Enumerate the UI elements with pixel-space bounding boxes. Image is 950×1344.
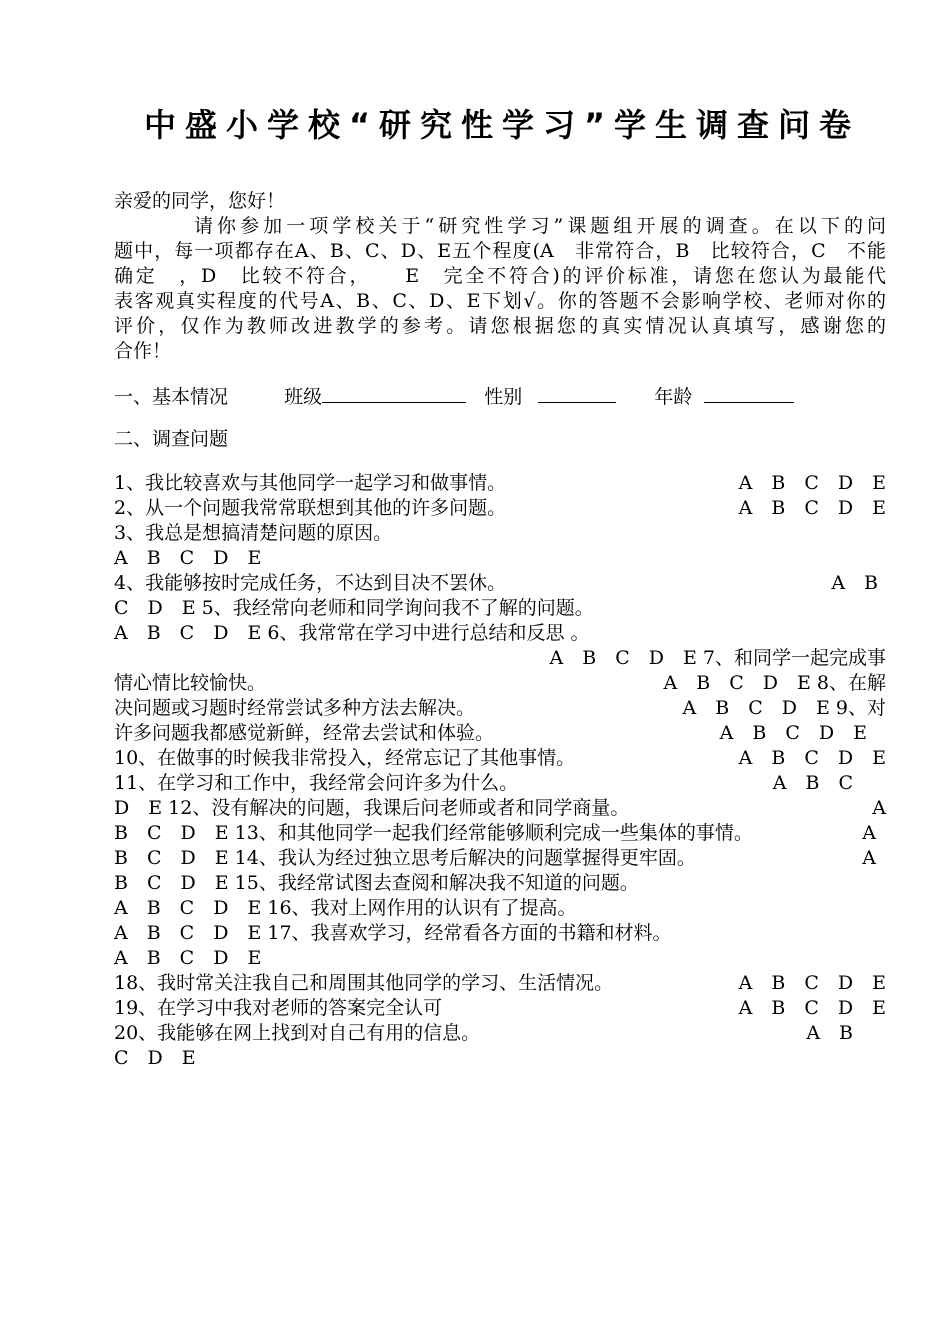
question-text: 1、我比较喜欢与其他同学一起学习和做事情。 [114, 472, 507, 494]
answer-options[interactable]: A B C D E [738, 472, 886, 494]
question-text: 19、在学习中我对老师的答案完全认可 [114, 997, 443, 1019]
answer-options[interactable]: A B [831, 572, 878, 594]
question-text: D E 12、没有解决的问题，我课后问老师或者和同学商量。 [114, 797, 630, 819]
question-text: 2、从一个问题我常常联想到其他的许多问题。 [114, 497, 507, 519]
question-text: 3、我总是想搞清楚问题的原因。 [114, 522, 393, 544]
question-line [114, 871, 886, 895]
answer-options[interactable]: A B C D E 8、在解 [663, 672, 886, 694]
class-field[interactable] [322, 383, 466, 403]
intro-line: 请你参加一项学校关于“研究性学习”课题组开展的调查。在以下的问 [194, 215, 886, 237]
question-line [114, 1021, 886, 1045]
survey-heading: 二、调查问题 [114, 428, 229, 450]
question-line [114, 946, 886, 970]
question-line [114, 1046, 886, 1070]
question-line [114, 746, 886, 770]
question-line [114, 771, 886, 795]
question-text: B C D E 15、我经常试图去查阅和解决我不知道的问题。 [114, 872, 639, 894]
question-text: 4、我能够按时完成任务，不达到目决不罢休。 [114, 572, 507, 594]
question-line [114, 621, 886, 645]
answer-options[interactable]: A B [806, 1022, 872, 1044]
question-line [114, 471, 886, 495]
intro-line: 合作！ [114, 340, 172, 362]
answer-options[interactable]: A B C D E [738, 747, 886, 769]
intro-line: 题中，每一项都存在A、B、C、D、E五个程度(A 非常符合，B 比较符合，C 不能 [114, 240, 886, 262]
question-text: A B C D E 16、我对上网作用的认识有了提高。 [114, 897, 577, 919]
answer-options[interactable]: A B C D E 7、和同学一起完成事 [549, 647, 886, 669]
gender-label: 性别 [484, 386, 523, 408]
answer-options[interactable]: A B C D E [738, 972, 886, 994]
question-line [114, 971, 886, 995]
answer-options[interactable]: A B C D E [719, 722, 886, 744]
question-text: 11、在学习和工作中，我经常会问许多为什么。 [114, 772, 519, 794]
question-text: C D E 5、我经常向老师和同学询问我不了解的问题。 [114, 597, 594, 619]
question-text: 18、我时常关注我自己和周围其他同学的学习、生活情况。 [114, 972, 614, 994]
question-line [114, 921, 886, 945]
question-line [114, 546, 886, 570]
basic-info-heading: 一、基本情况 [114, 386, 229, 408]
question-line [114, 646, 886, 670]
answer-options[interactable]: A B C [772, 772, 872, 794]
answer-options[interactable]: A B C D E [738, 497, 886, 519]
question-line [114, 846, 886, 870]
question-text: 情心情比较愉快。 [114, 672, 267, 694]
intro-line: 表客观真实程度的代号A、B、C、D、E下划√。你的答题不会影响学校、老师对你的 [114, 290, 886, 312]
question-text: A B C D E 6、我常常在学习中进行总结和反思 。 [114, 622, 590, 644]
question-text: B C D E 14、我认为经过独立思考后解决的问题掌握得更牢固。 [114, 847, 696, 869]
answer-options[interactable]: A B C D E [738, 997, 886, 1019]
question-text: B C D E 13、和其他同学一起我们经常能够顺利完成一些集体的事情。 [114, 822, 753, 844]
answer-options[interactable]: C D E [114, 1047, 196, 1069]
answer-options[interactable]: A B C D E 9、对 [682, 697, 886, 719]
question-line [114, 696, 886, 720]
question-line [114, 721, 886, 745]
answer-options[interactable]: A [862, 847, 876, 869]
question-text: 许多问题我都感觉新鲜，经常去尝试和体验。 [114, 722, 495, 744]
question-text: 20、我能够在网上找到对自己有用的信息。 [114, 1022, 481, 1044]
question-text: 10、在做事的时候我非常投入，经常忘记了其他事情。 [114, 747, 576, 769]
document-title: 中盛小学校“研究性学习”学生调查问卷 [143, 106, 861, 144]
gender-field[interactable] [538, 383, 616, 403]
class-label: 班级 [284, 386, 323, 408]
answer-options[interactable]: A B C D E [114, 947, 262, 969]
question-line [114, 496, 886, 520]
question-line [114, 671, 886, 695]
answer-options[interactable]: A [872, 797, 886, 819]
question-text: A B C D E 17、我喜欢学习，经常看各方面的书籍和材料。 [114, 922, 672, 944]
intro-line: 确定 ，D 比较不符合， E 完全不符合)的评价标准，请您在您认为最能代 [114, 265, 886, 287]
age-label: 年龄 [654, 386, 693, 408]
question-line [114, 596, 886, 620]
question-line [114, 996, 886, 1020]
age-field[interactable] [704, 383, 794, 403]
question-line [114, 796, 886, 820]
question-line [114, 896, 886, 920]
basic-info-row [114, 383, 886, 407]
question-text: 决问题或习题时经常尝试多种方法去解决。 [114, 697, 476, 719]
answer-options[interactable]: A B C D E [114, 547, 262, 569]
question-line [114, 521, 886, 545]
intro-line: 评价，仅作为教师改进教学的参考。请您根据您的真实情况认真填写，感谢您的 [114, 315, 886, 337]
greeting: 亲爱的同学，您好！ [114, 190, 286, 212]
answer-options[interactable]: A [862, 822, 876, 844]
question-line [114, 571, 886, 595]
question-line [114, 821, 886, 845]
